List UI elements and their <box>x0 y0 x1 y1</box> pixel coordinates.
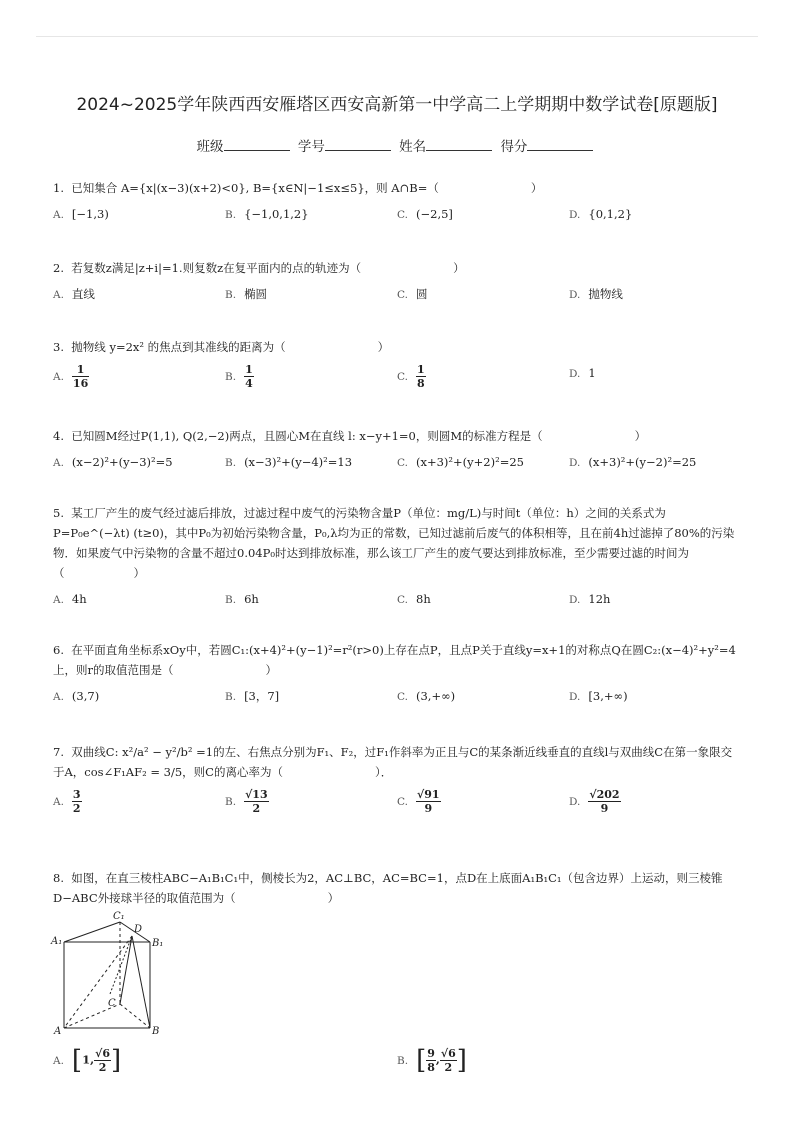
option-a[interactable]: A. (x−2)²+(y−3)²=5 <box>53 455 173 469</box>
label-a: A <box>54 1026 62 1037</box>
question-stem: 1. 已知集合 A={x|(x−3)(x+2)<0}, B={x∈N|−1≤x≤5}，则 A∩B=（ ） <box>53 181 543 195</box>
label-c: C <box>108 998 116 1009</box>
option-a[interactable]: A. [−1,3) <box>53 207 109 221</box>
options-row <box>53 204 743 224</box>
question-stem: 6. 在平面直角坐标系xOy中，若圆C₁:(x+4)²+(y−1)²=r²(r>0)上存在点P，且点P关于直线y=x+1的对称点Q在圆C₂:(x−4)²+y²=4上，则r的取值范围是（ ） <box>53 643 736 677</box>
question-stem: 3. 抛物线 y=2x² 的焦点到其准线的距离为（ ） <box>53 340 390 354</box>
page-title: 2024~2025学年陕西西安雁塔区西安高新第一中学高二上学期期中数学试卷[原题版] <box>76 95 718 115</box>
edge-a1-c1 <box>64 922 120 942</box>
field-score-blank[interactable] <box>527 138 593 151</box>
edge-d-a <box>64 936 132 1028</box>
option-c[interactable]: C. $\frac{√91}{9}$ <box>397 788 440 815</box>
question-8-options <box>53 1045 743 1085</box>
question-3 <box>53 337 743 395</box>
question-5 <box>53 503 743 609</box>
option-c[interactable]: C. 8h <box>397 592 431 606</box>
label-d: D <box>134 924 143 935</box>
option-c[interactable]: C. 圆 <box>397 287 428 301</box>
question-1 <box>53 178 743 224</box>
option-d[interactable]: D. {0,1,2} <box>569 207 633 221</box>
field-class-blank[interactable] <box>224 138 290 151</box>
question-stem: 2. 若复数z满足|z+i|=1.则复数z在复平面内的点的轨迹为（ ） <box>53 261 465 275</box>
option-b[interactable]: B. $\frac{√13}{2}$ <box>225 788 268 815</box>
question-stem: 7. 双曲线C: x²/a² − y²/b² =1的左、右焦点分别为F₁、F₂，过F₁作斜率为正且与C的某条渐近线垂直的直线l与双曲线C在第一象限交于A，cos∠F₁AF₂ = 3/5，则C的离心率为（ ）． <box>53 745 733 779</box>
option-a[interactable]: A. $\frac{3}{2}$ <box>53 788 81 815</box>
option-c[interactable]: C. $\frac{1}{8}$ <box>397 363 425 390</box>
question-2 <box>53 258 743 304</box>
question-4 <box>53 426 743 472</box>
options-row <box>53 452 743 472</box>
field-class-label: 班级 <box>196 139 224 155</box>
option-b[interactable]: B. [ $\frac{9}{8}$ , $\frac{√6}{2}$ ] <box>397 1045 467 1076</box>
option-c[interactable]: C. (3,+∞) <box>397 689 456 703</box>
field-id-label: 学号 <box>297 139 325 155</box>
edge-d-inner <box>110 936 132 994</box>
top-rule <box>36 36 758 37</box>
option-d[interactable]: D. 抛物线 <box>569 287 623 301</box>
option-d[interactable]: D. (x+3)²+(y−2)²=25 <box>569 455 697 469</box>
label-b: B <box>152 1026 160 1037</box>
question-stem: 8. 如图，在直三棱柱ABC−A₁B₁C₁中，侧棱长为2，AC⊥BC，AC=BC=1，点D在上底面A₁B₁C₁（包含边界）上运动，则三棱锥D−ABC外接球半径的取值范围为（ ） <box>53 871 723 905</box>
option-b[interactable]: B. $\frac{1}{4}$ <box>225 363 253 390</box>
option-a[interactable]: A. 直线 <box>53 287 95 301</box>
option-d[interactable]: D. 12h <box>569 592 611 606</box>
option-d[interactable]: D. 1 <box>569 366 596 380</box>
option-c[interactable]: C. (x+3)²+(y+2)²=25 <box>397 455 524 469</box>
question-7 <box>53 742 743 822</box>
option-a[interactable]: A. [1, $\frac{√6}{2}$ ] <box>53 1045 122 1076</box>
options-row <box>53 686 743 706</box>
field-id-blank[interactable] <box>325 138 391 151</box>
label-b1: B₁ <box>152 938 164 949</box>
label-c1: C₁ <box>113 911 125 922</box>
option-b[interactable]: B. 6h <box>225 592 259 606</box>
question-8 <box>53 868 743 908</box>
option-b[interactable]: B. (x−3)²+(y−4)²=13 <box>225 455 353 469</box>
option-d[interactable]: D. [3,+∞) <box>569 689 628 703</box>
student-info-line <box>0 135 794 155</box>
options-row <box>53 788 743 822</box>
option-a[interactable]: A. (3,7) <box>53 689 100 703</box>
option-b[interactable]: B. [3，7] <box>225 689 280 703</box>
edge-d-c <box>120 936 132 1004</box>
question-stem: 4. 已知圆M经过P(1,1), Q(2,−2)两点，且圆心M在直线 l: x−y+1=0，则圆M的标准方程是（ ） <box>53 429 647 443</box>
options-row <box>53 363 743 395</box>
option-c[interactable]: C. (−2,5] <box>397 207 453 221</box>
option-a[interactable]: A. $\frac{1}{16}$ <box>53 363 89 390</box>
option-d[interactable]: D. $\frac{√202}{9}$ <box>569 788 620 815</box>
prism-figure <box>50 908 180 1038</box>
question-stem: 5. 某工厂产生的废气经过滤后排放，过滤过程中废气的污染物含量P（单位：mg/L)与时间t（单位：h）之间的关系式为 P=P₀e^(−λt) (t≥0)，其中P₀为初始污染物含量，P₀,λ均为正的常数，已知过滤前后废气的体积相等，且在前4h过滤掉了80%的污染物．如果废气中污染物的含量不超过0.04P₀时达到排放标准，那么该工厂产生的废气要达到排放标准，至少需要过滤的时间为（ ） <box>53 506 735 580</box>
field-name-label: 姓名 <box>399 139 427 155</box>
options-row <box>53 589 743 609</box>
label-a1: A₁ <box>51 936 63 947</box>
options-row <box>53 284 743 304</box>
edge-d-b <box>132 936 150 1028</box>
question-6 <box>53 640 743 706</box>
field-score-label: 得分 <box>500 139 528 155</box>
field-name-blank[interactable] <box>426 138 492 151</box>
option-b[interactable]: B. 椭圆 <box>225 287 268 301</box>
option-b[interactable]: B. {−1,0,1,2} <box>225 207 309 221</box>
option-a[interactable]: A. 4h <box>53 592 87 606</box>
